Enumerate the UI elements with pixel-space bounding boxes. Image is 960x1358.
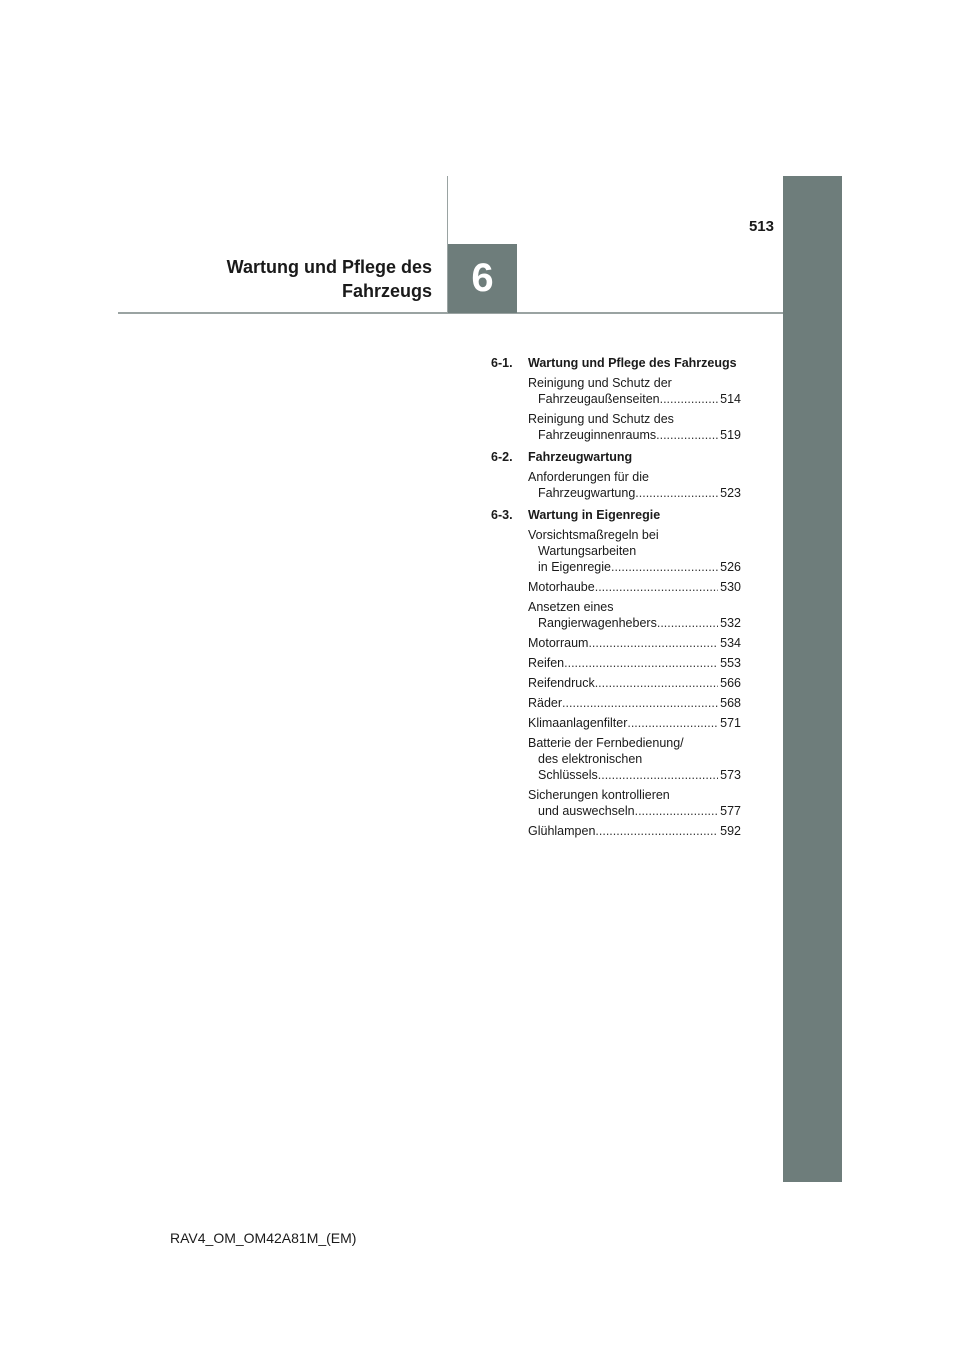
- toc-page-number: 526: [720, 560, 741, 574]
- toc-entry-line: [528, 823, 741, 839]
- toc-section-title: Fahrzeugwartung: [528, 450, 633, 464]
- toc-entry-line: [528, 527, 741, 543]
- toc-entry-line: [528, 735, 741, 751]
- toc-section-title: Wartung in Eigenregie: [528, 508, 661, 522]
- toc-entry-text: Sicherungen kontrollieren: [528, 788, 670, 802]
- toc-entry-text: Glühlampen: [528, 824, 596, 838]
- toc-section: [491, 355, 741, 443]
- dot-leader: [588, 635, 718, 651]
- toc-entry-text: Reinigung und Schutz des: [528, 412, 674, 426]
- chapter-title: Wartung und Pflege des Fahrzeugs: [226, 257, 432, 301]
- toc-entry-text: Motorhaube: [528, 580, 595, 594]
- toc-entry-line: [528, 615, 741, 631]
- table-of-contents: [491, 355, 741, 845]
- toc-section-heading[interactable]: [491, 449, 741, 465]
- dot-leader: [564, 655, 718, 671]
- toc-entry[interactable]: [528, 599, 741, 631]
- dot-leader: [635, 485, 718, 501]
- toc-entry-line: [528, 695, 741, 711]
- toc-entry-line: [528, 787, 741, 803]
- toc-entry-line: [528, 411, 741, 427]
- page-number: 513: [748, 218, 774, 235]
- toc-entry-text: Schlüssels: [538, 768, 598, 782]
- toc-page-number: 519: [720, 428, 741, 442]
- toc-entry[interactable]: [528, 527, 741, 575]
- toc-entry-text: Klimaanlagenfilter: [528, 716, 628, 730]
- chapter-number: 6: [471, 256, 494, 300]
- toc-entry-line: [528, 469, 741, 485]
- toc-page-number: 523: [720, 486, 741, 500]
- toc-entry-line: [528, 375, 741, 391]
- toc-entry[interactable]: [528, 715, 741, 731]
- toc-page-number: 568: [720, 696, 741, 710]
- toc-entry-line: [528, 543, 741, 559]
- toc-entry[interactable]: [528, 469, 741, 501]
- toc-section: [491, 449, 741, 501]
- toc-page-number: 514: [720, 392, 741, 406]
- toc-page-number: 532: [720, 616, 741, 630]
- toc-page-number: 573: [720, 768, 741, 782]
- dot-leader: [595, 579, 718, 595]
- toc-entry-text: Fahrzeugwartung: [538, 486, 636, 500]
- toc-entry[interactable]: [528, 655, 741, 671]
- toc-entry-text: Reifen: [528, 656, 565, 670]
- toc-entry-text: Anforderungen für die: [528, 470, 649, 484]
- dot-leader: [627, 715, 718, 731]
- toc-entry-line: [528, 579, 741, 595]
- toc-entry[interactable]: [528, 375, 741, 407]
- toc-entry-text: Fahrzeugaußenseiten: [538, 392, 660, 406]
- toc-entry-text: Reinigung und Schutz der: [528, 376, 672, 390]
- toc-section-number: 6-3.: [491, 508, 513, 522]
- toc-entry-text: Ansetzen eines: [528, 600, 614, 614]
- toc-entry-line: [528, 427, 741, 443]
- toc-section-number: 6-2.: [491, 450, 513, 464]
- dot-leader: [562, 695, 718, 711]
- toc-entry[interactable]: [528, 675, 741, 691]
- toc-entry-line: [528, 715, 741, 731]
- toc-entry-line: [528, 751, 741, 767]
- dot-leader: [657, 615, 718, 631]
- dot-leader: [660, 391, 719, 407]
- toc-entry-line: [528, 767, 741, 783]
- dot-leader: [611, 559, 718, 575]
- chapter-number-box: [448, 244, 517, 313]
- toc-entry[interactable]: [528, 735, 741, 783]
- toc-page-number: 592: [720, 824, 741, 838]
- toc-page-number: 577: [720, 804, 741, 818]
- dot-leader: [656, 427, 718, 443]
- toc-section-heading[interactable]: [491, 355, 741, 371]
- toc-entry[interactable]: [528, 411, 741, 443]
- toc-entry[interactable]: [528, 635, 741, 651]
- toc-entry-text: des elektronischen: [538, 752, 643, 766]
- toc-entry-text: Batterie der Fernbedienung/: [528, 736, 684, 750]
- toc-entry-text: und auswechseln: [538, 804, 635, 818]
- toc-page-number: 566: [720, 676, 741, 690]
- toc-page-number: 534: [720, 636, 741, 650]
- toc-entry-text: Vorsichtsmaßregeln bei: [528, 528, 659, 542]
- toc-entry-text: Räder: [528, 696, 563, 710]
- toc-entry-text: Rangierwagenhebers: [538, 616, 657, 630]
- dot-leader: [598, 767, 718, 783]
- toc-section-heading[interactable]: [491, 507, 741, 523]
- toc-page-number: 530: [720, 580, 741, 594]
- chapter-side-tab: [783, 176, 842, 1182]
- toc-entry-text: Wartungsarbeiten: [538, 544, 637, 558]
- toc-entry-line: [528, 635, 741, 651]
- toc-entry[interactable]: [528, 579, 741, 595]
- dot-leader: [595, 675, 718, 691]
- toc-entry[interactable]: [528, 823, 741, 839]
- toc-entry-line: [528, 675, 741, 691]
- toc-section: [491, 507, 741, 839]
- toc-entry-line: [528, 803, 741, 819]
- toc-page-number: 571: [720, 716, 741, 730]
- toc-entry-text: in Eigenregie: [538, 560, 611, 574]
- toc-section-title: Wartung und Pflege des Fahrzeugs: [528, 356, 737, 370]
- toc-entry[interactable]: [528, 695, 741, 711]
- toc-section-number: 6-1.: [491, 356, 513, 370]
- dot-leader: [595, 823, 718, 839]
- toc-entry-line: [528, 391, 741, 407]
- document-code: RAV4_OM_OM42A81M_(EM): [170, 1230, 357, 1246]
- toc-entry-line: [528, 655, 741, 671]
- toc-entry-text: Motorraum: [528, 636, 589, 650]
- toc-entry-line: [528, 485, 741, 501]
- toc-page-number: 553: [720, 656, 741, 670]
- toc-entry-line: [528, 599, 741, 615]
- toc-entry-line: [528, 559, 741, 575]
- toc-entry-text: Reifendruck: [528, 676, 595, 690]
- dot-leader: [635, 803, 719, 819]
- toc-entry-text: Fahrzeuginnenraums: [538, 428, 657, 442]
- toc-entry[interactable]: [528, 787, 741, 819]
